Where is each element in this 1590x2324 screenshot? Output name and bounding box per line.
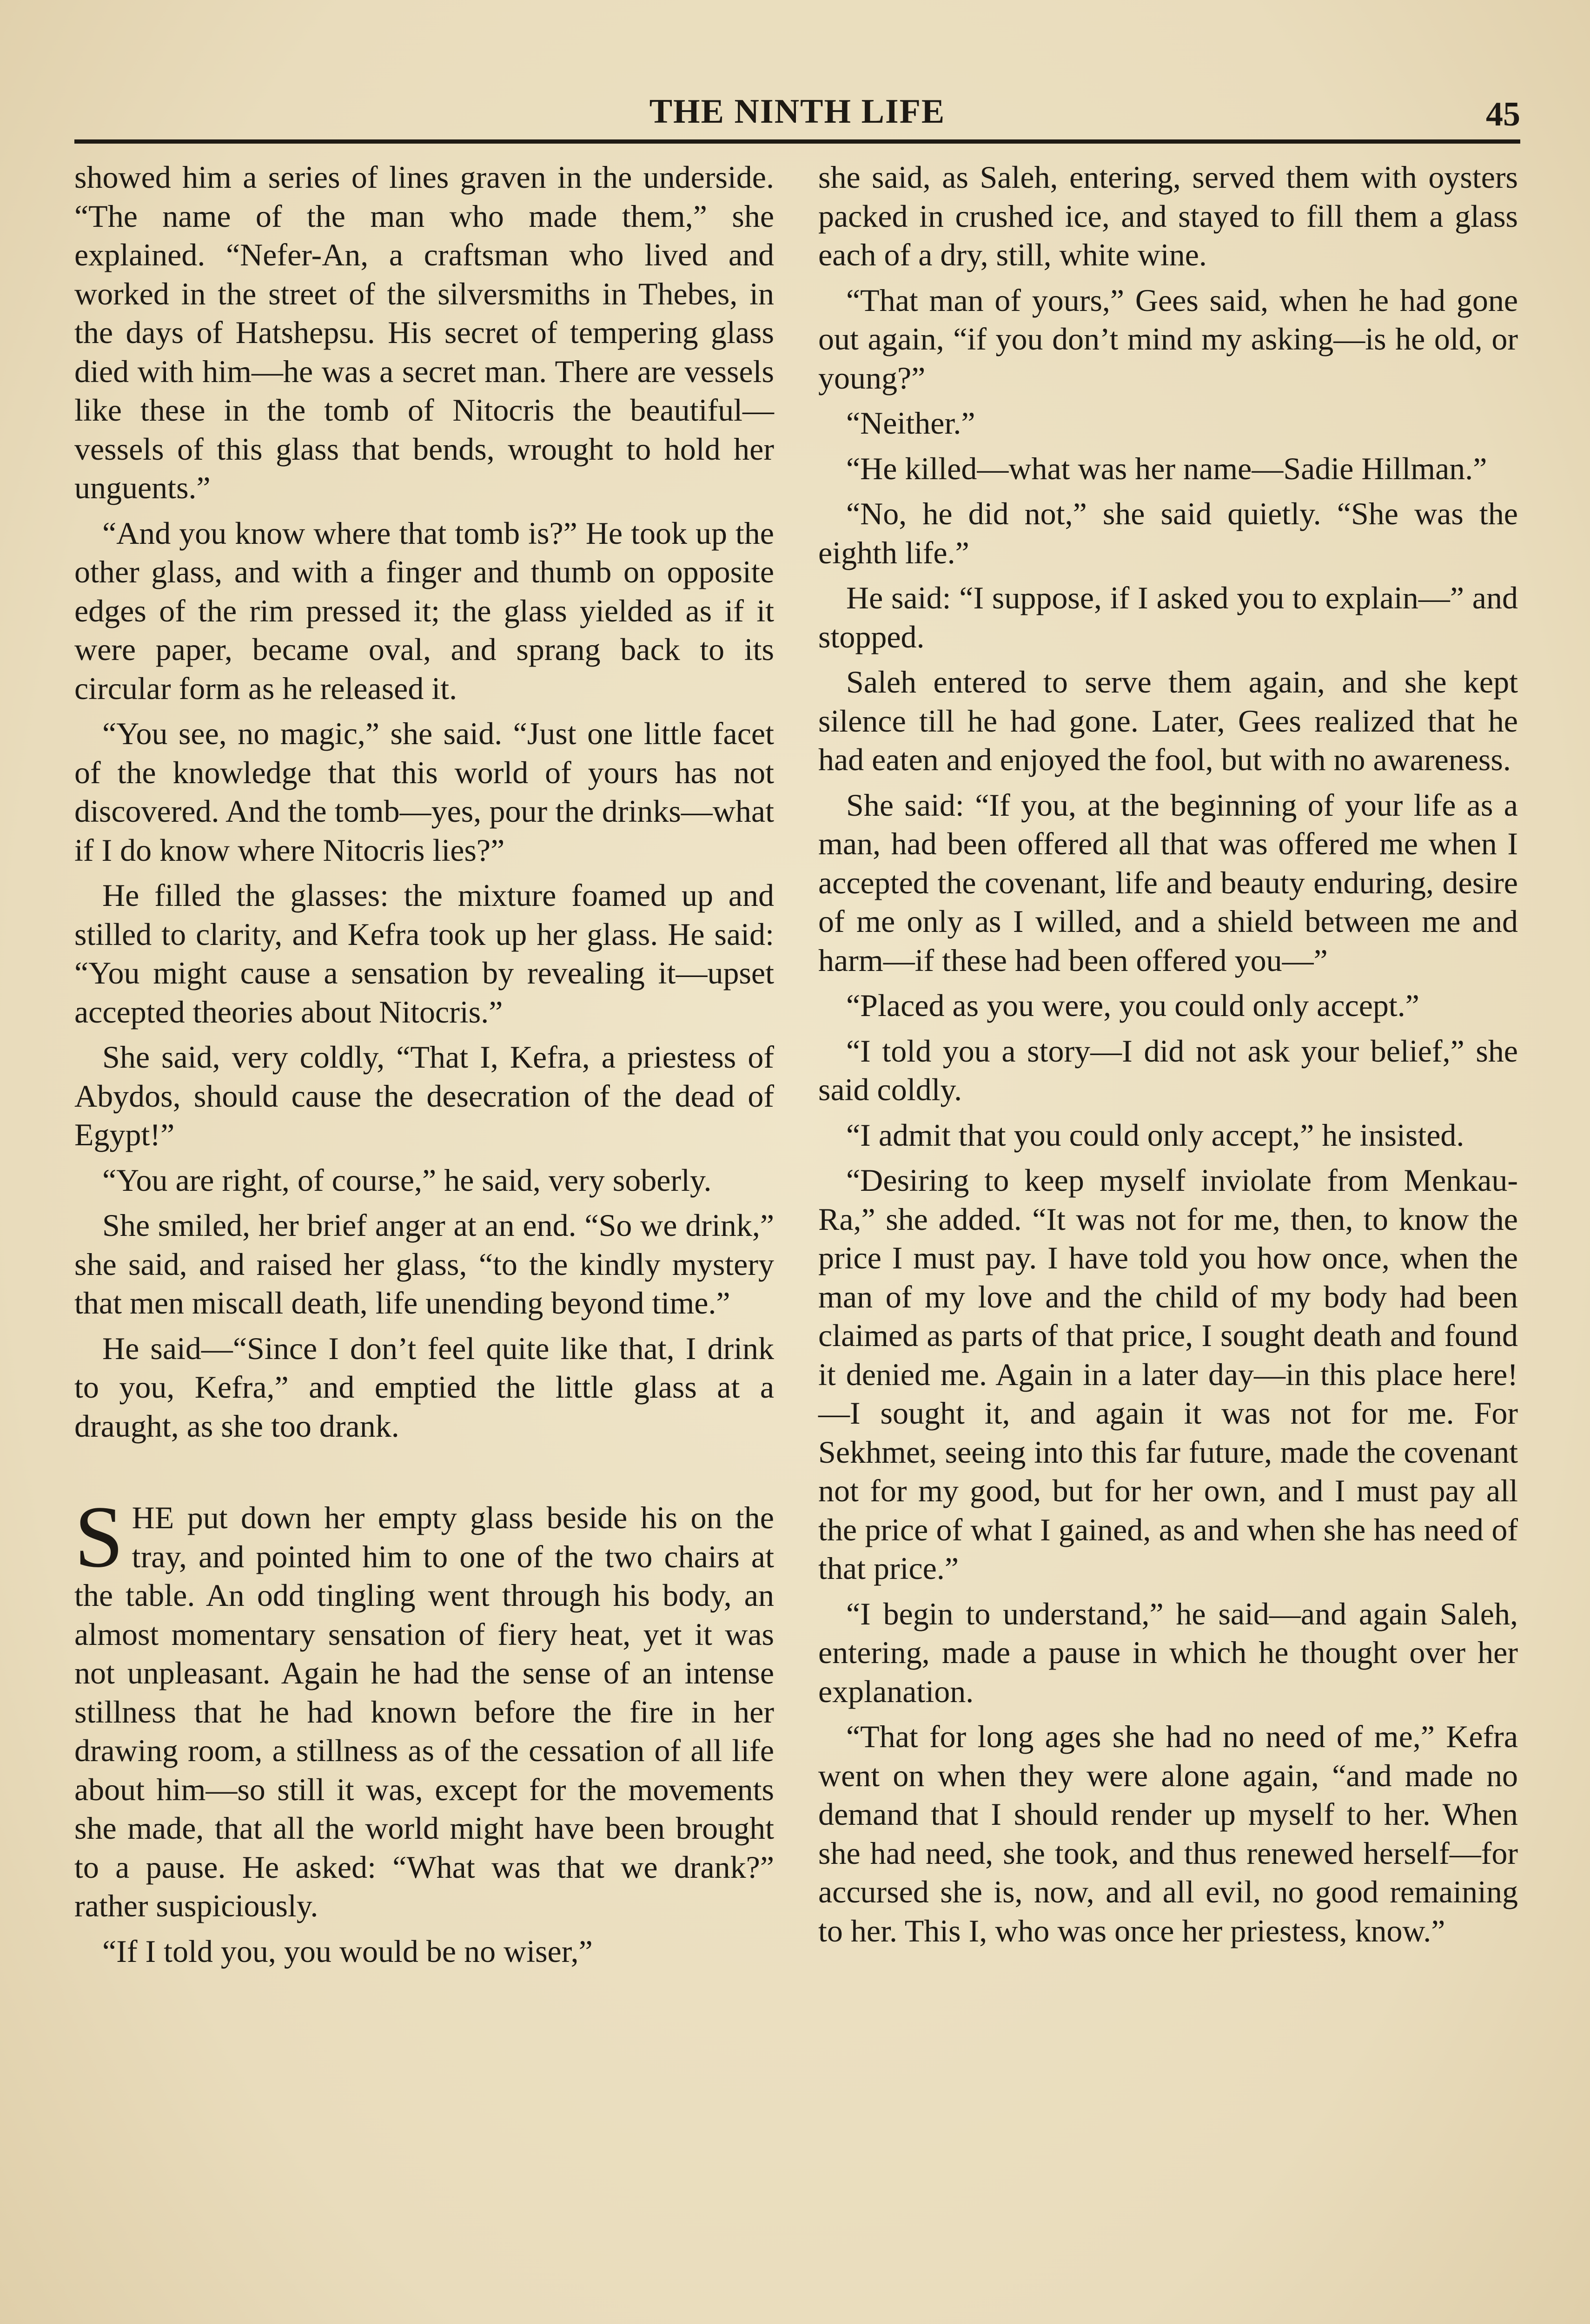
- paragraph: “I told you a story—I did not ask your belief,” she said coldly.: [818, 1033, 1518, 1107]
- right-column: [818, 158, 1518, 1957]
- paragraph-text: HE put down her empty glass beside his on the tray, and pointed him to one of the two chairs at the table. An odd tingling went through his body, an almost momentary sensation of fiery heat, yet it was not unpleasant. Again he had the sense of an intense stillness that he had known before the fire in her drawing room, a stillness as of the cessation of all life about him—so still it was, except for the movements she made, that all the world might have been brought to a pause. He asked: “What was that we drank?” rather suspiciously.: [74, 1500, 774, 1923]
- page-number: 45: [1486, 95, 1520, 133]
- paragraph: “Placed as you were, you could only accept.”: [846, 988, 1419, 1023]
- paragraph: “Desiring to keep myself inviolate from Menkau-Ra,” she added. “It was not for me, then, to know the price I must pay. I have told you how once, when the man of my love and the child of my body had been claimed as parts of that price, I sought death and found it denied me. Again in a later day—in this place here!—I sought it, and again it was not for me. For Sekhmet, seeing into this far future, made the covenant not for my good, but for her own, and I must pay all the price of what I gained, as and when she has need of that price.”: [818, 1162, 1518, 1586]
- paragraph: He filled the glasses: the mixture foamed up and stilled to clarity, and Kefra took up her glass. He said: “You might cause a sensation by revealing it—upset accepted theories about Nitocris.”: [74, 878, 774, 1030]
- running-title: THE NINTH LIFE: [649, 92, 946, 131]
- paragraph: “And you know where that tomb is?” He took up the other glass, and with a finger and thumb on opposite edges of the rim pressed it; the glass yielded as if it were paper, became oval, and sprang back to its circular form as he released it.: [74, 515, 774, 706]
- paragraph: “You see, no magic,” she said. “Just one little facet of the knowledge that this world of yours has not discovered. And the tomb—yes, pour the drinks—what if I do know where Nitocris lies?”: [74, 716, 774, 868]
- paragraph: He said—“Since I don’t feel quite like that, I drink to you, Kefra,” and emptied the little glass at a draught, as she too drank.: [74, 1330, 774, 1444]
- paragraph: She said, very coldly, “That I, Kefra, a priestess of Abydos, should cause the desecration of the dead of Egypt!”: [74, 1039, 774, 1152]
- paragraph: Saleh entered to serve them again, and she kept silence till he had gone. Later, Gees realized that he had eaten and enjoyed the fool, but with no awareness.: [818, 664, 1518, 777]
- paragraph: “That for long ages she had no need of me,” Kefra went on when they were alone again, “and made no demand that I should render up myself to her. When she had need, she took, and thus renewed herself—for accursed she is, now, and all evil, no good remaining to her. This I, who was once her priestess, know.”: [818, 1719, 1518, 1948]
- paragraph: “You are right, of course,” he said, very soberly.: [102, 1162, 712, 1198]
- header-rule: [74, 139, 1520, 144]
- paragraph: she said, as Saleh, entering, served them with oysters packed in crushed ice, and stayed to fill them a glass each of a dry, still, white wine.: [818, 159, 1518, 272]
- paragraph: “No, he did not,” she said quietly. “She was the eighth life.”: [818, 496, 1518, 570]
- paragraph: “If I told you, you would be no wiser,”: [102, 1933, 593, 1969]
- drop-cap: S: [74, 1488, 124, 1586]
- paragraph: “He killed—what was her name—Sadie Hillman.”: [846, 450, 1487, 486]
- paragraph: showed him a series of lines graven in the underside. “The name of the man who made them,” she explained. “Nefer-An, a craftsman who lived and worked in the street of the silversmiths in Thebes, in the days of Hatshepsu. His secret of tempering glass died with him—he was a secret man. There are vessels like these in the tomb of Nitocris the beautiful—vessels of this glass that bends, wrought to hold her unguents.”: [74, 159, 774, 505]
- paragraph: She said: “If you, at the beginning of your life as a man, had been offered all that was offered me when I accepted the covenant, life and beauty enduring, desire of me only as I willed, and a shield between me and harm—if these had been offered you—”: [818, 787, 1518, 978]
- paragraph: “I begin to understand,” he said—and again Saleh, entering, made a pause in which he thought over her explanation.: [818, 1596, 1518, 1709]
- dropcap-paragraph: [74, 1488, 774, 1926]
- paragraph: “Neither.”: [846, 405, 975, 441]
- paragraph: “That man of yours,” Gees said, when he had gone out again, “if you don’t mind my asking—is he old, or young?”: [818, 282, 1518, 396]
- paragraph: She smiled, her brief anger at an end. “So we drink,” she said, and raised her glass, “to the kindly mystery that men miscall death, life unending beyond time.”: [74, 1208, 774, 1320]
- left-column: [74, 158, 774, 1977]
- paragraph: “I admit that you could only accept,” he insisted.: [846, 1117, 1464, 1153]
- section-break: [74, 1452, 774, 1499]
- paragraph: He said: “I suppose, if I asked you to explain—” and stopped.: [818, 580, 1518, 654]
- page-header: [74, 88, 1520, 139]
